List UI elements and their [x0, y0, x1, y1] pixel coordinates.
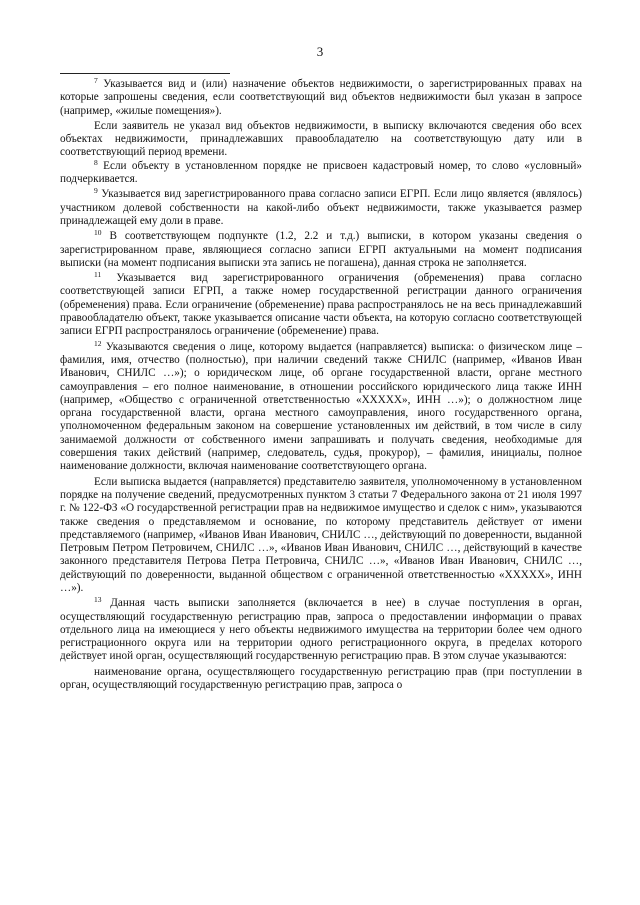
footnote-9: [60, 188, 582, 228]
footnote-mark: 11: [94, 270, 102, 280]
paragraph: [60, 120, 582, 160]
footnote-text: Указывается вид зарегистрированного права согласно записи ЕГРП. Если лицо является (являлось) участником долевой собственности на какой-либо объект недвижимости, также указывается размер принадлежащей ему доли в праве.: [60, 188, 582, 227]
footnote-separator: [60, 73, 230, 74]
footnote-mark: 12: [94, 338, 102, 348]
paragraph-text: Если заявитель не указал вид объектов недвижимости, в выписку включаются сведения обо всех объектах недвижимости, принадлежавших правообладателю на соответствующую дату или в соответствующий период времени.: [60, 119, 582, 159]
footnote-11: [60, 272, 582, 338]
footnote-text: Указывается вид и (или) назначение объектов недвижимости, о зарегистрированных правах на которые запрошены сведения, если соответствующий вид объектов недвижимости был указан в запросе (например, «жилые помещения»).: [60, 78, 582, 117]
footnote-mark: 10: [94, 228, 102, 238]
paragraph: [60, 476, 582, 596]
footnote-text: Указывается вид зарегистрированного ограничения (обременения) права согласно соответствующей записи ЕГРП, а также номер государственной регистрации данного ограничения (обременения) права. Если ограничение (обременение) права распространялось не на весь принадлежавший правообладателю объект, также указывается описание части объекта, на которую согласно соответствующей записи ЕГРП распространялось ограничение (обременение) права.: [60, 272, 582, 338]
footnote-text: Данная часть выписки заполняется (включается в нее) в случае поступления в орган, осуществляющий государственную регистрацию прав, запроса о предоставлении информации о правах отдельного лица на имеющиеся у него объекты недвижимого имущества на территории более чем одного регистрационного округа или на территории одного регистрационного округа, в пределах которого действует иной орган, осуществляющий государственную регистрацию прав. В этом случае указываются:: [60, 597, 582, 663]
paragraph-text: Если выписка выдается (направляется) представителю заявителя, уполномоченному в установленном порядке на получение сведений, предусмотренных пунктом 3 статьи 7 Федерального закона от 21 июля 1997 г. № 122-ФЗ «О государственной регистрации прав на недвижимое имущество и сделок с ним», указываются также сведения о представляемом и основание, по которому представитель действует от имени представляемого (например, «Иванов Иван Иванович, СНИЛС …, действующий по доверенности, выданной Петровым Петром Петровичем, СНИЛС …», «Иванов Иван Иванович, СНИЛС …, действующий в качестве законного представителя Петрова Петра Петровича, СНИЛС …», «Иванов Иван Иванович, СНИЛС …, действующий по доверенности, выданной обществом с ограниченной ответственностью «ХХХХХ», ИНН …»).: [60, 475, 582, 594]
footnote-8: [60, 157, 583, 187]
footnote-mark: 13: [94, 595, 102, 605]
footnote-text: В соответствующем подпункте (1.2, 2.2 и т.д.) выписки, в котором указаны сведения о зарегистрированном праве, являющиеся согласно записи ЕГРП актуальными на момент подписания выписки (на момент подписания выписки эта запись не погашена), данная строка не заполняется.: [60, 230, 583, 269]
page-number: 3: [316, 44, 324, 59]
paragraph: [60, 666, 582, 693]
paragraph-text: наименование органа, осуществляющего государственную регистрацию прав (при поступлении в орган, осуществляющий государственную регистрацию прав, запроса о: [60, 665, 582, 692]
footnote-12: [60, 338, 582, 474]
footnote-mark: 7: [94, 76, 98, 85]
footnote-10: [60, 230, 582, 270]
footnote-mark: 8: [94, 157, 98, 167]
footnote-text: Если объекту в установленном порядке не присвоен кадастровый номер, то слово «условный» подчеркивается.: [60, 159, 583, 186]
footnote-13: [60, 597, 582, 663]
footnote-text: Указываются сведения о лице, которому выдается (направляется) выписка: о физическом лице – фамилия, имя, отчество (полностью), при наличии сведений также СНИЛС (например, «Иванов Иван Иванович, СНИЛС …»); о юридическом лице, об органе государственной власти, органе местного самоуправления – его полное наименование, в отношении российского юридического лица также ИНН (например, «Общество с ограниченной ответственностью «ХХХХХ», ИНН …»); о должностном лице органа государственной власти, органа местного самоуправления, иного государственного органа, уполномоченном федеральным законом на совершение установленных им действий, в том числе в силу занимаемой должности от собственного имени запрашивать и получать сведения, необходимые для совершения таких действий (например, следователь, судья, прокурор), – фамилия, инициалы, полное наименование должности, включая наименование соответствующего органа.: [60, 340, 582, 473]
footnote-7: [60, 78, 582, 118]
footnotes-body: [60, 78, 582, 692]
footnote-mark: 9: [94, 186, 98, 196]
